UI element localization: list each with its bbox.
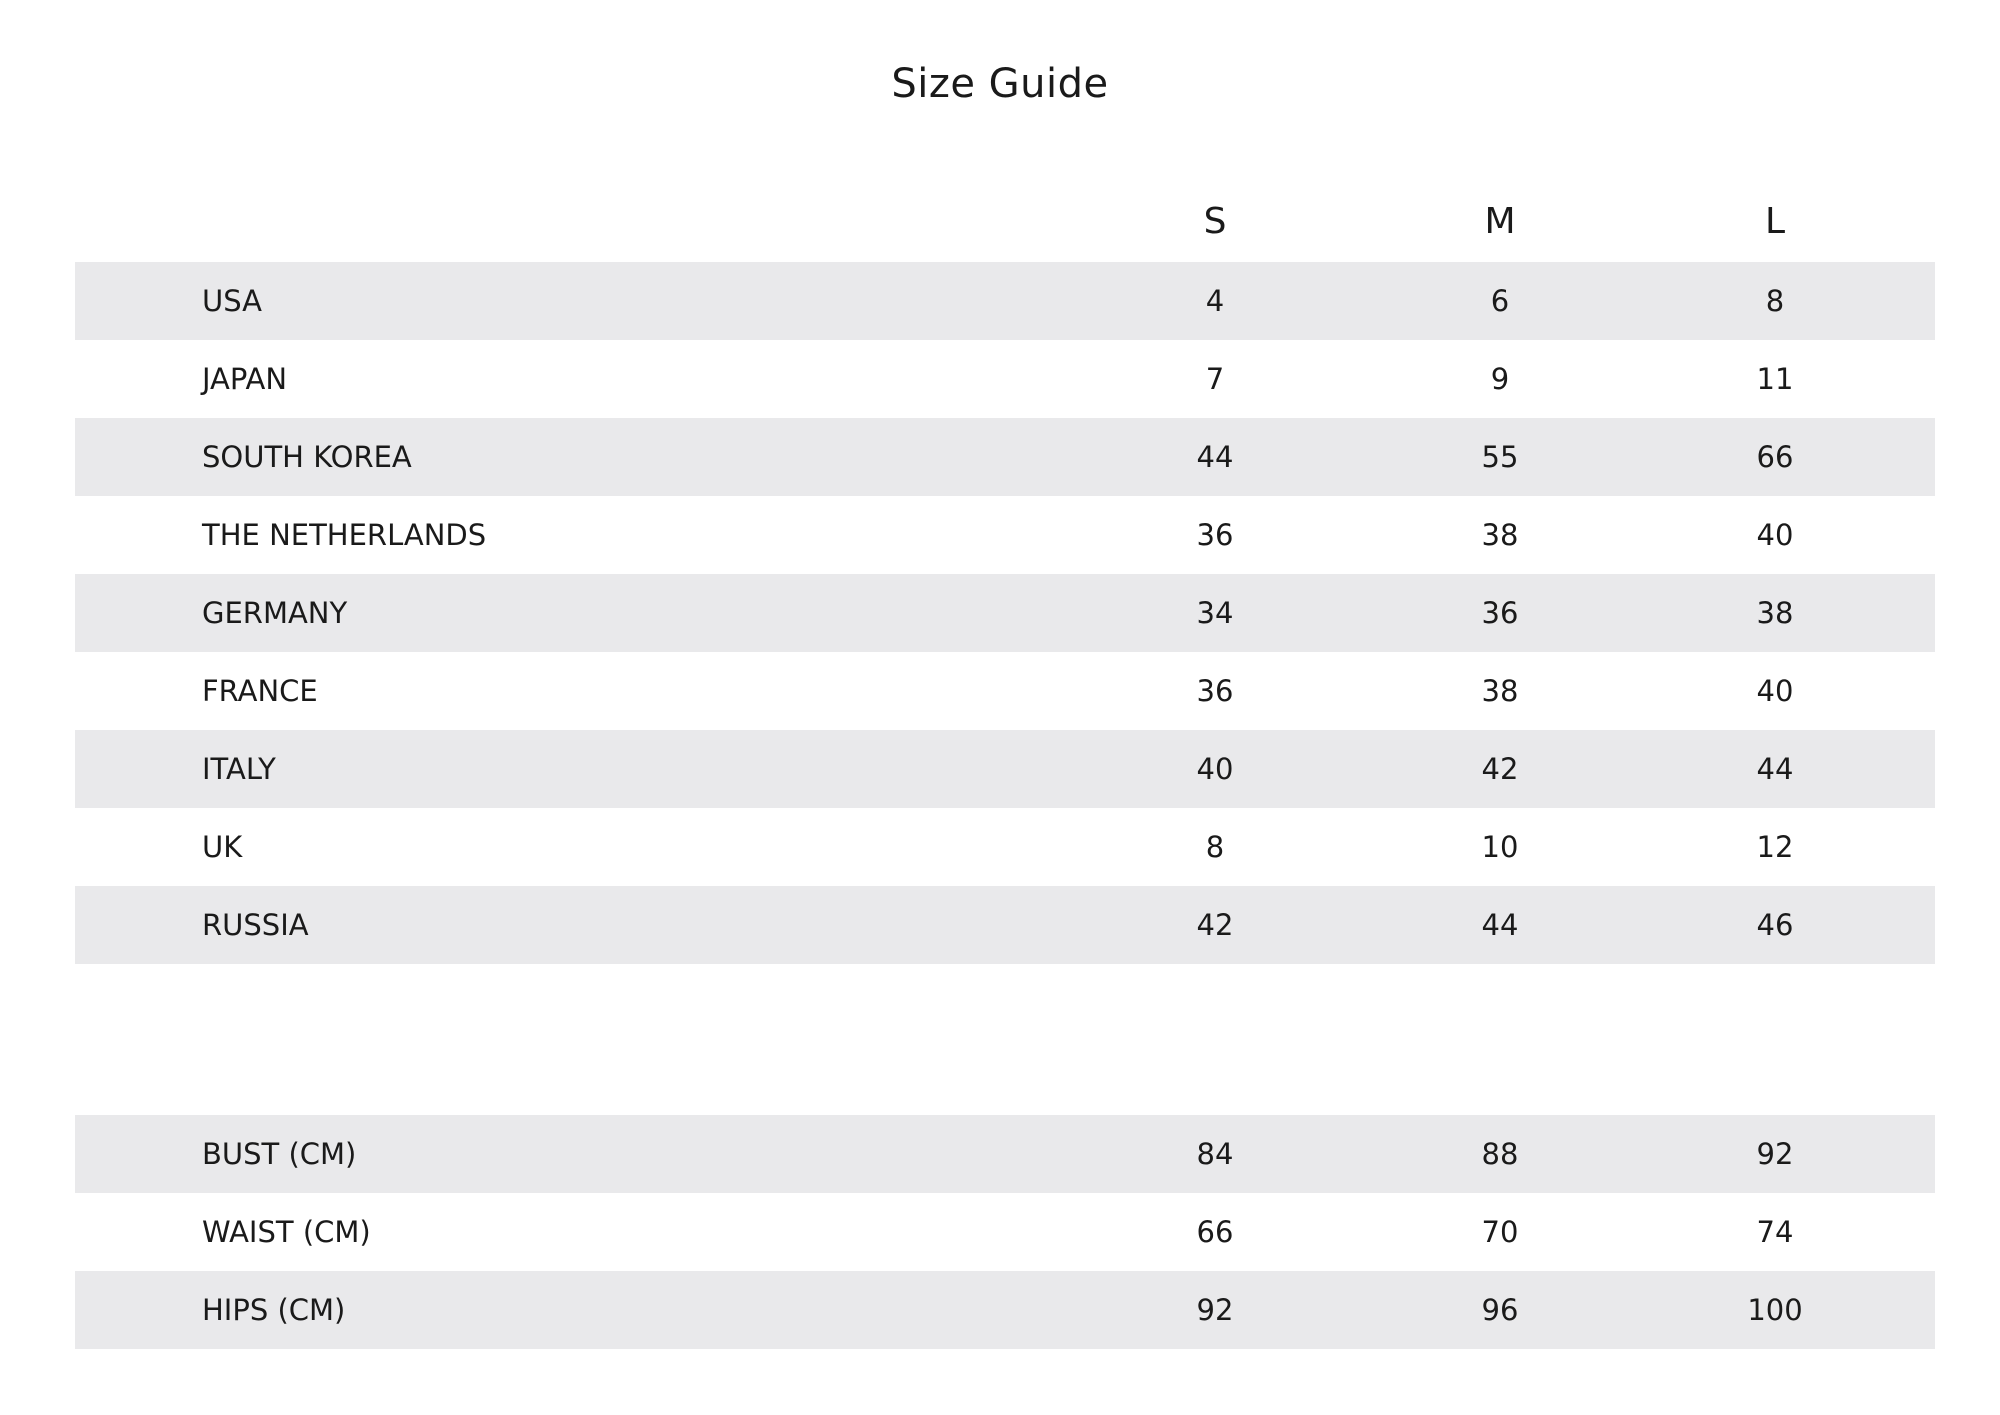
value-s: 42 [1196,908,1234,942]
row-label: GERMANY [202,596,348,630]
value-m: 36 [1481,596,1519,630]
value-l: 46 [1756,908,1794,942]
column-header-l: L [1764,201,1786,242]
size-conversion-table [75,262,1935,964]
value-l: 8 [1765,284,1785,318]
table-row [75,1193,1935,1271]
row-label: JAPAN [202,362,288,396]
value-m: 55 [1481,440,1519,474]
value-m: 70 [1481,1215,1519,1249]
table-row [75,340,1935,418]
value-l: 100 [1747,1293,1803,1327]
column-header-s: S [1203,201,1227,242]
value-l: 44 [1756,752,1794,786]
table-row [75,496,1935,574]
column-header-m: M [1484,201,1516,242]
table-row [75,808,1935,886]
table-row [75,730,1935,808]
value-m: 10 [1481,830,1519,864]
value-s: 4 [1205,284,1225,318]
table-row [75,1115,1935,1193]
table-row [75,652,1935,730]
row-label: HIPS (CM) [202,1293,346,1327]
table-row [75,574,1935,652]
value-m: 38 [1481,518,1519,552]
value-l: 40 [1756,518,1794,552]
value-l: 66 [1756,440,1794,474]
row-label: RUSSIA [202,908,309,942]
value-l: 38 [1756,596,1794,630]
value-m: 42 [1481,752,1519,786]
row-label: THE NETHERLANDS [202,518,487,552]
row-label: UK [202,830,243,864]
value-m: 6 [1490,284,1510,318]
value-l: 92 [1756,1137,1794,1171]
value-s: 84 [1196,1137,1234,1171]
page-title: Size Guide [891,61,1109,107]
value-m: 44 [1481,908,1519,942]
value-l: 74 [1756,1215,1794,1249]
body-measurement-table [75,1115,1935,1349]
table-row [75,1271,1935,1349]
value-s: 7 [1205,362,1225,396]
value-l: 11 [1756,362,1794,396]
row-label: SOUTH KOREA [202,440,412,474]
value-m: 96 [1481,1293,1519,1327]
value-s: 92 [1196,1293,1234,1327]
row-label: FRANCE [202,674,318,708]
value-m: 9 [1490,362,1510,396]
value-s: 34 [1196,596,1234,630]
table-row [75,418,1935,496]
value-s: 66 [1196,1215,1234,1249]
value-s: 44 [1196,440,1234,474]
value-s: 8 [1205,830,1225,864]
value-s: 36 [1196,674,1234,708]
row-label: WAIST (CM) [202,1215,371,1249]
value-s: 40 [1196,752,1234,786]
value-m: 88 [1481,1137,1519,1171]
size-column-header-row [75,190,1935,254]
row-label: USA [202,284,263,318]
value-s: 36 [1196,518,1234,552]
value-l: 40 [1756,674,1794,708]
row-label: BUST (CM) [202,1137,357,1171]
row-label: ITALY [202,752,276,786]
value-m: 38 [1481,674,1519,708]
table-row [75,886,1935,964]
value-l: 12 [1756,830,1794,864]
table-row [75,262,1935,340]
